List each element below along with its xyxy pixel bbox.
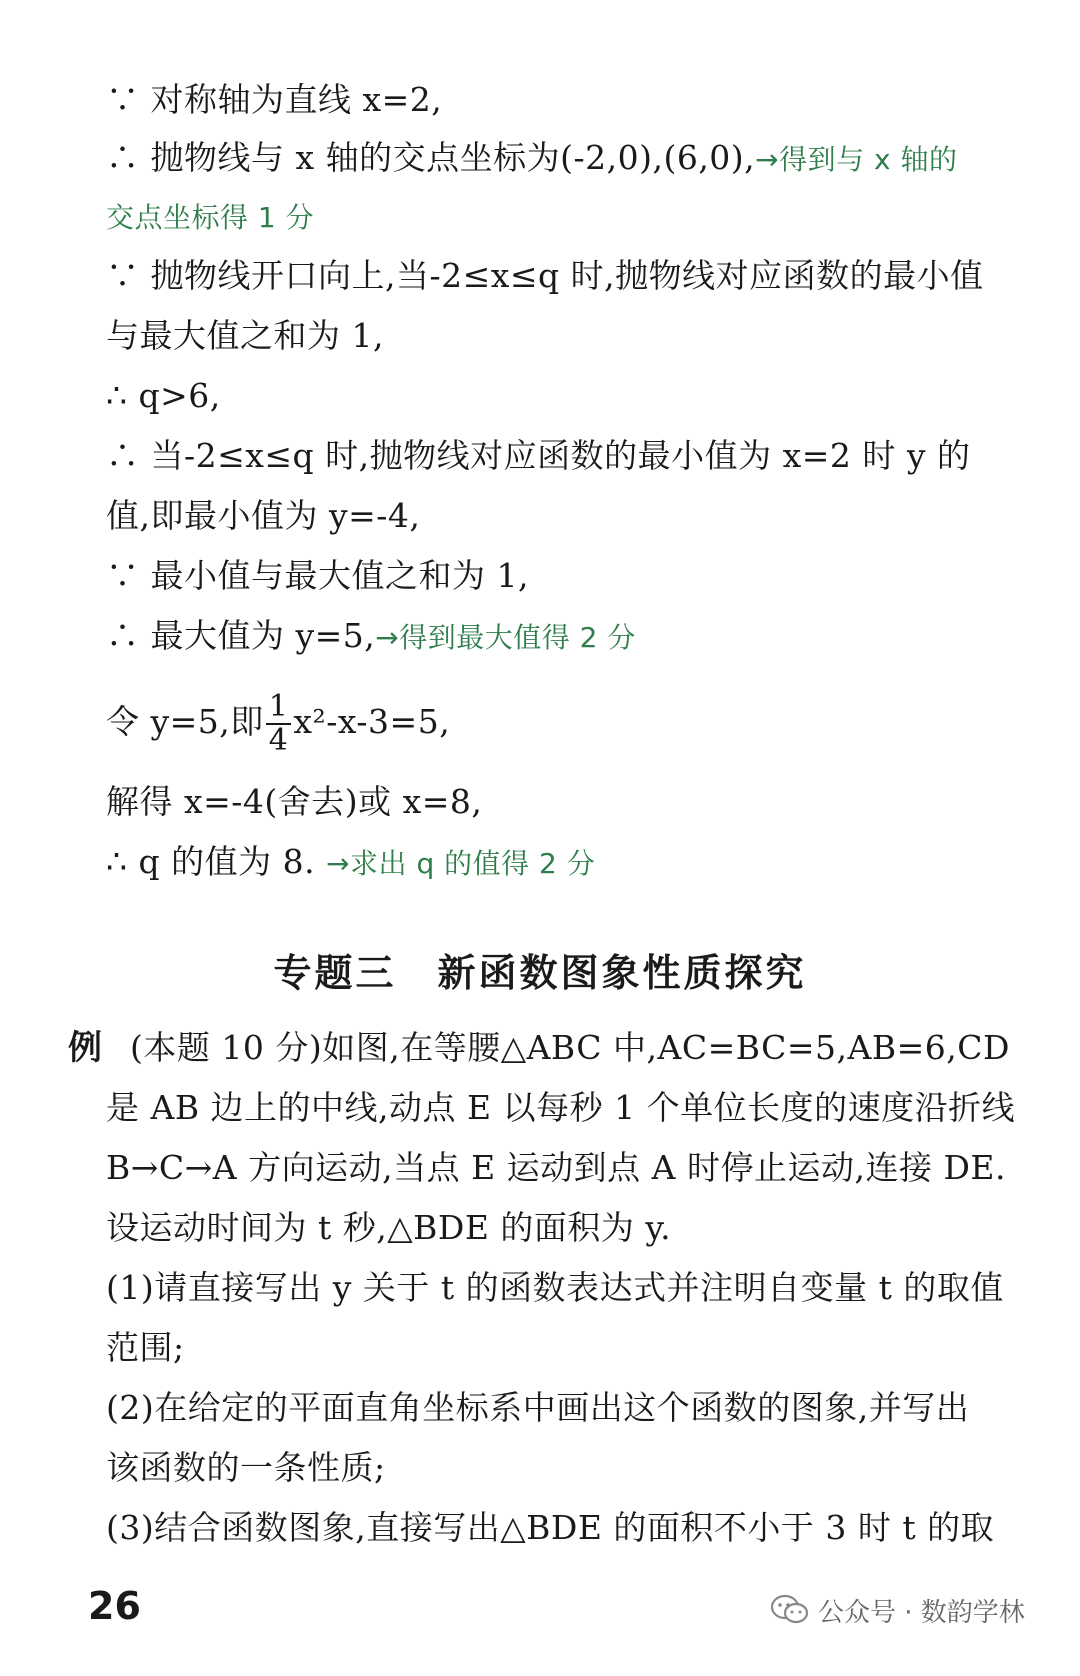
watermark — [770, 1590, 1025, 1630]
section-title: 专题三 新函数图象性质探究 — [273, 951, 807, 995]
example-line-7 — [106, 1386, 1006, 1430]
grading-note: →求出 q 的值得 2 分 — [326, 847, 596, 880]
example-line-6 — [106, 1326, 1006, 1370]
line-text: ∵ 最小值与最大值之和为 1, — [106, 556, 529, 595]
solution-line-1 — [106, 78, 1006, 122]
line-text: 解得 x=-4(舍去)或 x=8, — [106, 782, 483, 821]
line-text: (3)结合函数图象,直接写出△BDE 的面积不小于 3 时 t 的取 — [106, 1508, 995, 1547]
example-line-3 — [106, 1146, 1006, 1190]
solution-line-3 — [106, 194, 1006, 240]
line-text: 范围; — [106, 1328, 185, 1367]
equation-line — [106, 682, 1006, 762]
line-text: ∴ 最大值为 y=5, — [106, 616, 376, 655]
line-text: 与最大值之和为 1, — [106, 316, 384, 355]
line-text: ∴ 当-2≤x≤q 时,抛物线对应函数的最小值为 x=2 时 y 的 — [106, 436, 971, 475]
line-text: ∵ 对称轴为直线 x=2, — [106, 80, 443, 119]
solution-line-4 — [106, 254, 1006, 298]
page-number: 26 — [88, 1584, 141, 1628]
solution-line-6 — [106, 374, 1006, 418]
example-line-1 — [130, 1026, 1030, 1070]
example-line-4 — [106, 1206, 1006, 1250]
example-line-5 — [106, 1266, 1006, 1310]
line-text: ∴ q 的值为 8. — [106, 842, 316, 881]
line-text: ∴ 抛物线与 x 轴的交点坐标为(-2,0),(6,0), — [106, 138, 756, 177]
line-text: (1)请直接写出 y 关于 t 的函数表达式并注明自变量 t 的取值 — [106, 1268, 1004, 1307]
solution-line-12 — [106, 840, 1006, 886]
solution-line-10 — [106, 614, 1006, 660]
example-label: 例 — [68, 1028, 102, 1068]
line-text: 该函数的一条性质; — [106, 1448, 386, 1487]
solution-line-9 — [106, 554, 1006, 598]
line-text: ∵ 抛物线开口向上,当-2≤x≤q 时,抛物线对应函数的最小值 — [106, 256, 984, 295]
grading-note: →得到与 x 轴的 — [755, 143, 958, 176]
solution-line-7 — [106, 434, 1006, 478]
example-line-8 — [106, 1446, 1006, 1490]
example-line-9 — [106, 1506, 1006, 1550]
line-text: B→C→A 方向运动,当点 E 运动到点 A 时停止运动,连接 DE. — [106, 1148, 1007, 1187]
solution-line-11 — [106, 780, 1006, 824]
example-line-2 — [106, 1086, 1016, 1130]
line-text: ∴ q>6, — [106, 376, 221, 415]
equation-suffix: x²-x-3=5, — [293, 702, 451, 741]
solution-line-5 — [106, 314, 1006, 358]
line-text: (2)在给定的平面直角坐标系中画出这个函数的图象,并写出 — [106, 1388, 970, 1427]
line-text: (本题 10 分)如图,在等腰△ABC 中,AC=BC=5,AB=6,CD — [130, 1028, 1010, 1067]
watermark-text: 公众号 · 数韵学林 — [818, 1597, 1025, 1628]
line-text: 设运动时间为 t 秒,△BDE 的面积为 y. — [106, 1208, 672, 1247]
grading-note: 交点坐标得 1 分 — [106, 201, 315, 234]
line-text: 值,即最小值为 y=-4, — [106, 496, 421, 535]
wechat-icon — [770, 1594, 810, 1626]
solution-line-2 — [106, 136, 1006, 182]
line-text: 是 AB 边上的中线,动点 E 以每秒 1 个单位长度的速度沿折线 — [106, 1088, 1016, 1127]
fraction — [266, 691, 292, 757]
fraction-numerator: 1 — [266, 691, 292, 725]
equation-prefix: 令 y=5,即 — [106, 702, 264, 741]
solution-line-8 — [106, 494, 1006, 538]
grading-note: →得到最大值得 2 分 — [375, 621, 636, 654]
fraction-denominator: 4 — [268, 723, 289, 758]
